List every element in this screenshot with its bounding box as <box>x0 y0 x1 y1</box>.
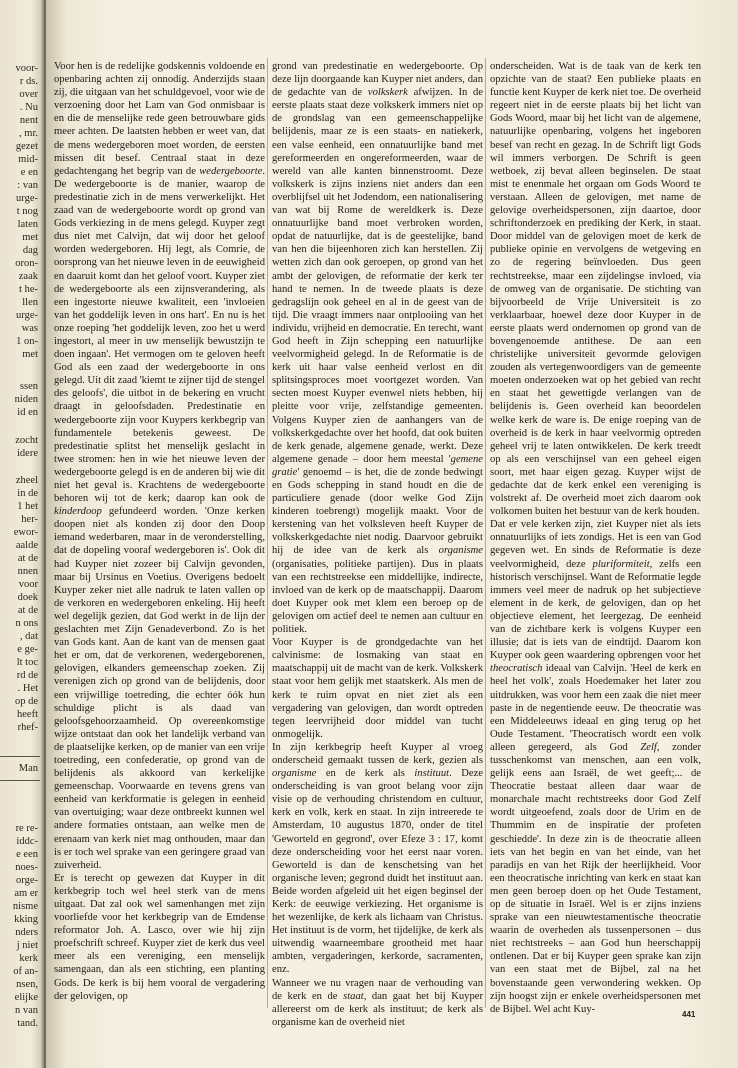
prev-page-line: n ons <box>15 618 38 629</box>
prev-page-line: e ge- <box>17 644 38 655</box>
prev-page-line: , dat <box>19 631 38 642</box>
prev-page-line: aalde <box>15 540 38 551</box>
column-divider <box>267 58 268 1008</box>
prev-page-line: met <box>22 232 38 243</box>
prev-page-line: zaak <box>18 271 38 282</box>
prev-page-line: at de <box>17 553 38 564</box>
prev-page-line: laten <box>17 219 38 230</box>
text-column-2 <box>272 60 483 1029</box>
prev-page-line: rhef- <box>17 722 38 733</box>
prev-page-line: nsen, <box>16 979 38 990</box>
prev-page-line: oron- <box>15 258 38 269</box>
prev-page-line: am er <box>14 888 38 899</box>
prev-page-line: noes- <box>15 862 38 873</box>
prev-page-line: urge- <box>16 310 38 321</box>
prev-page-line: elijke <box>14 992 38 1003</box>
prev-page-line: was <box>21 323 38 334</box>
prev-page-line: idere <box>17 448 38 459</box>
column-divider <box>485 58 486 1008</box>
prev-page-line: met <box>22 349 38 360</box>
prev-page-line: orge- <box>16 875 38 886</box>
prev-page-line: kking <box>14 914 38 925</box>
paragraph: In zijn kerkbegrip heeft Kuyper al vroeg onderscheid gemaakt tussen de kerk, gezien als organisme en de kerk als instituut. Deze onderscheiding is van groot belang voor zijn visie op de verhouding christendom en cultuur, kerk en volk, kerk en staat. In zijn intreerede te Amsterdam, 10 augustus 1870, onder de titel 'Geworteld en gegrond', over Efeze 3 : 17, komt deze onderscheiding voor het eerst naar voren. Geworteld is dan de kenschetsing van het organische leven; gegrond duidt het instituut aan. Beide worden afgeleid uit het eigen beginsel der Kerk: de eeuwige verkiezing. Het organisme is het wezenlijke, de kerk als lichaam van Christus. Het instituut is de vorm, het tijdelijke, de kerk als uitwendig waarneembare grootheid met haar ambten, vergaderingen, kerkorde, sacramenten, enz. <box>272 741 483 976</box>
prev-page-line: nders <box>15 927 38 938</box>
prev-page-line: voor- <box>15 63 38 74</box>
prev-page-line: zocht <box>15 435 38 446</box>
prev-page-line: zheel <box>15 475 38 486</box>
prev-page-line: . Nu <box>19 102 38 113</box>
paragraph: onderscheiden. Wat is de taak van de kerk ten opzichte van de staat? Een publieke plaats en functie kent Kuyper de kerk niet toe. De overheid regeert niet in de eerste plaats bij het licht van Gods Woord, maar bij het licht van de algemene, natuurlijke openbaring, volgens het ingeboren besef van recht en gezag. In de Schrift ligt Gods wil immers verborgen. De Schrift is geen wetboek, zij bevat alleen beginselen. De staat mist te enenmale het orgaan om Gods Woord te verstaan. Alleen de gelovigen, met name de gelovige overheidspersonen, zijn daartoe, door schriftonderzoek en prediking der Kerk, in staat. Door middel van de gelovigen moet de kerk de publieke opinie en vervolgens de wetgeving en zo de regering beïnvloeden. Dus geen rechtstreekse, maar een zijdelingse invloed, via de omweg van de organisatie. De stichting van bijvoorbeeld de Vrije Universiteit is zo verklaarbaar, hoewel deze door Kuyper in de eerste plaats werd ondernomen op grond van de bovengenoemde antithese. De aan een christelijke universiteit gevormde gelovigen zouden als vertegenwoordigers van de gemeente moeten onderzoeken wat op het gebied van recht en staat het gewettigde verlangen van de belijdenis is. Geen overheid kan beoordelen welke kerk de ware is. De enige roeping van de overheid is de kerk in haar veelvormig optreden geheel vrij te laten ontwikkelen. De kerk treedt op als een verschijnsel van een geheel eigen soort, met haar eigen gezag. Kuyper wijst de gedachte dat de kerk enkel een vereniging is volstrekt af. De overheid moet zich daarom ook volkomen buiten het bestuur van de kerk houden. <box>490 61 701 518</box>
prev-page-signature: Man <box>18 763 38 774</box>
prev-page-rule <box>0 756 40 757</box>
document-page <box>46 0 738 1068</box>
paragraph: Voor hen is de redelijke godskennis voldoende en openbaring achten zij onnodig. Anderzijds staan zij, die uitgaan van het schuldgevoel, voor wie de verzoening door het Lam van God onmisbaar is en die de menselijke rede geen betrouwbare gids meer achten. De laatsten hebben er weet van, dat de mens wedergeboren moet worden, de eersten missen dit besef. Centraal staat in deze gedachtengang het begrip van de wedergeboorte. De wedergeboorte is de manier, waarop de predestinatie zich in de mens verwerkelijkt. Het zaad van de wedergeboorte wordt op grond van Gods verkiezing in de mens gelegd. Kuyper zegt dus niet met Calvijn, dat wij door het geloof worden wedergeboren. Hij legt, als Comrie, de oorsprong van het nieuwe leven in de eeuwigheid en daaruit komt dan het geloof voort. Kuyper ziet de wedergeboorte als een zijnsverandering, als een ingestorte nieuwe kwaliteit, een 'invloeien van het goddelijk leven in ons hart'. En nu is het onze roeping 'het goddelijk leven, zoo het u werd ingestort, al meer in uw menselijk bewustzijn te doen ingaan'. Het vermogen om te geloven heeft God als een zaad der wedergeboorte in ons gelegd. Uit dit zaad 'kiemt te zijner tijd de stengel des geloofs', die uitbot in de bekering en vrucht draagt in geloofsdaden. Predestinatie en wedergeboorte zijn voor Kuypers kerkbegrip van fundamentele betekenis geweest. De predestinatie splitst het menselijk geslacht in twee stromen: hen in wie het nieuwe leven der wedergeboorte gelegd is en de anderen bij wie dit niet het geval is. Krachtens de wedergeboorte behoren wij tot de kerk; daarop kan ook de kinderdoop gefundeerd worden. 'Onze kerken doopen niet als konden zij door den Doop iemand wederbaren, maar in de veronderstelling, dat de dopeling vooraf wedergeboren is'. Ook dit had Kuyper niet zozeer bij Calvijn gevonden, maar bij Ursinus en Voetius. Overigens bedoelt Kuyper zeker niet alle nadruk te laten vallen op de verkoren en wedergeboren enkeling. Hij heeft wel degelijk gezien, dat God werkt in de lijn der geslachten met Zijn Genadeverbond. Zo is het van Gods kant. Aan de kant van de mensen gaat het er om, dat de verkorenen, wedergeborenen, gelovigen, elkanders gemeenschap zoeken. Zij verenigen zich op grond van de belijdenis, door een vrijwillige toetreding, die echter óók hun schuldige plicht is als daad van geloofsgehoorzaamheid. Op overeenkomstige wijze ontstaat dan ook het landelijk verband van de plaatselijke kerken, op de manier van een vrije toetreding, een confederatie, op grond van de belijdenis als akkoord van kerkelijke gemeenschap. Voorwaarde en tevens grens van eenheid van kerkformatie is gelegen in eenheid van overtuiging; waar deze ontbreekt kunnen wel andere formaties ontstaan, aan welke men de erenaam van kerk niet mag onthouden, maar dan is er toch wel sprake van een geringere graad van zuiverheid. <box>54 61 265 871</box>
prev-page-line: over <box>19 89 38 100</box>
prev-page-line: 1 het <box>17 501 38 512</box>
prev-page-line: lt toc <box>16 657 38 668</box>
prev-page-line: e een <box>16 849 38 860</box>
prev-page-line: voor <box>18 579 38 590</box>
prev-page-line: in de <box>17 488 38 499</box>
prev-page-line: re re- <box>15 823 38 834</box>
prev-page-line: t nog <box>16 206 38 217</box>
prev-page-line: id en <box>17 407 38 418</box>
prev-page-line: 1 on- <box>16 336 38 347</box>
prev-page-line: gezet <box>15 141 38 152</box>
prev-page-line: dag <box>22 245 38 256</box>
prev-page-line: rd de <box>16 670 38 681</box>
prev-page-line: kerk <box>19 953 38 964</box>
prev-page-line: j niet <box>16 940 38 951</box>
prev-page-line: r ds. <box>19 76 38 87</box>
prev-page-line: ssen <box>19 381 38 392</box>
prev-page-line: nnen <box>17 566 38 577</box>
prev-page-line: llen <box>22 297 38 308</box>
text-column-1 <box>54 60 265 1003</box>
prev-page-line: of an- <box>13 966 38 977</box>
paragraph: Wanneer we nu vragen naar de verhouding van de kerk en de staat, dan gaat het bij Kuyper allereerst om de kerk als instituut; de kerk als organisme kan de overheid niet <box>272 977 483 1028</box>
page-number: 441 <box>682 1010 696 1019</box>
previous-page-edge <box>0 0 44 1068</box>
prev-page-line: mid- <box>18 154 38 165</box>
prev-page-line: doek <box>17 592 38 603</box>
prev-page-line: : van <box>17 180 38 191</box>
text-column-3 <box>490 60 701 1016</box>
prev-page-line: nent <box>19 115 38 126</box>
prev-page-line: t he- <box>19 284 38 295</box>
prev-page-rule <box>0 780 40 781</box>
paragraph: grond van predestinatie en wedergeboorte. Op deze lijn doorgaande kan Kuyper niet anders, dan de gedachte van de volkskerk afwijzen. In de eerste plaats staat deze volkskerk immers niet op de grondslag van een gemeenschappelijke belijdenis, maar ze is een staats- en natiekerk, een valse eenheid, een onnatuurlijke band met gereformeerden en ongereformeerden, waar de wereld van alle kanten binnenstroomt. Deze volkskerk is zijns inziens niet anders dan een overblijfsel uit het Jodendom, een nationalisering van wat bij Rome de wereldkerk is. Deze onnatuurlijke band moet verbroken worden, opdat de natuurlijke, dat is de geestelijke, band van hen die bijeenhoren zich kan herstellen. Zij wetten zich dan ook geroepen, op grond van het ambt der gelovigen, de reformatie der kerk ter hand te nemen. In de tweede plaats is deze gedragslijn ook geheel en al in de geest van de tijd. Die vraagt immers naar ontplooiing van het individu, vrijheid en democratie. En terecht, want God heeft in Zijn schepping een natuurlijke veelvormigheid gelegd. In de Reformatie is de kerk uit haar valse eenheid verlost en dit splitsingsproces moet voortgezet worden. Van secten moest Kuyper evenwel niets hebben, hij pleitte voor vrije, zelfstandige gemeenten. Volgens Kuyper zien de aanhangers van de volkskerkgedachte over het hoofd, dat ook buiten de kerk genade, algemene genade, werkt. Deze algemene genade – door hem meestal 'gemene gratie' genoemd – is het, die de zonde bedwingt en Gods schepping in stand houdt en die de particuliere genade (door welke God Zijn kinderen toebrengt) mogelijk maakt. Voor de kerstening van het volksleven heeft Kuyper de volkskerkgedachte niet nodig. Daarvoor gebruikt hij de idee van de kerk als organisme (organisaties, politieke partijen). Dus in plaats van een rechtstreekse een middellijke, indirecte, invloed van de kerk op de maatschappij. Daarom doet Kuyper ook met klem een beroep op de gelovigen om actief deel te nemen aan cultuur en politiek. <box>272 61 484 636</box>
prev-page-line: , mr. <box>19 128 38 139</box>
prev-page-line: heeft <box>17 709 38 720</box>
prev-page-line: tand. <box>17 1018 38 1029</box>
paragraph: Dat er vele kerken zijn, ziet Kuyper niet als iets onnatuurlijks of iets zondigs. Het is een van God gegeven wet. En sinds de Reformatie is deze veelvormigheid, deze pluriformiteit, zelfs een historisch verschijnsel. Want de Reformatie legde immers veel meer de nadruk op het subjectieve element in de kerk, de gelovigen, dan op het objectieve element, het leergezag. De eenheid van de zichtbare kerk is volgens Kuyper een illusie; dat is iets van de eindtijd. Daarom kon Kuyper ook geen waardering opbrengen voor het theocratisch ideaal van Calvijn. 'Heel de kerk en heel het volk', zoals Hoedemaker het later zou uitdrukken, was voor hem een zaak die niet meer paste in de negentiende eeuw. De theocratie was een Middeleeuws ideaal en ging terug op het Oude Testament. 'Theocratisch wordt een volk alleen geregeerd, als God Zelf, zonder tusschenkomst van menschen, aan een volk, gelijk eens aan Israël, de wet geeft;... de Theocratie bestaat alleen daar waar de monarchale macht rechtstreeks door God Zelf wordt uitgeoefend, zoals door de Urim en de Thummim en de inspiratie der profeten geschiedde'. In deze zin is de theocratie alleen iets van het begin en van het einde, van het paradijs en van het Rijk der heerlijkheid. Voor een theocratische inrichting van kerk en staat kan men geen beroep doen op het Oude Testament, op de situatie in Israël. Wel is er zijns inziens sprake van een nieuwtestamentische theocratie waarin de overheden als tussenpersonen – dus niet rechtstreeks – aan God hun heerschappij ontlenen. Dat er bij Kuyper geen sprake kan zijn van een staat met de Bijbel, zal na het bovenstaande geen verwondering wekken. Op zijn hoogst zijn er enkele overheidspersonen met de Bijbel. Wel acht Kuy- <box>490 519 701 1015</box>
prev-page-line: n van <box>14 1005 38 1016</box>
prev-page-line: nisme <box>12 901 38 912</box>
paragraph: Er is terecht op gewezen dat Kuyper in dit kerkbegrip toch wel heel sterk van de mens uitgaat. Dat zal ook wel samenhangen met zijn voorliefde voor het kerkbegrip van de Emdense reformator Joh. A. Lasco, over wie hij zijn proefschrift schreef. Kuyper ziet de kerk dus veel meer als een vereniging, een menselijk samengaan, dan als een stichting, een planting Gods. De kerk is bij hem vooral de vergadering der gelovigen, op <box>54 872 265 1002</box>
prev-page-line: e en <box>20 167 38 178</box>
prev-page-line: ewor- <box>13 527 38 538</box>
prev-page-line: niden <box>14 394 38 405</box>
prev-page-line: urge- <box>16 193 38 204</box>
prev-page-line: her- <box>21 514 38 525</box>
prev-page-line: . Het <box>17 683 38 694</box>
prev-page-line: op de <box>14 696 38 707</box>
paragraph: Voor Kuyper is de grondgedachte van het calvinisme: de losmaking van staat en maatschappij uit de macht van de kerk. Volkskerk staat voor hem gelijk met staatskerk. Als men de kerk te ruim opvat en niet ziet als een vergadering van gelovigen, dan wordt optreden tegen leervrijheid door middel van tucht onmogelijk. <box>272 637 483 740</box>
prev-page-line: at de <box>17 605 38 616</box>
prev-page-line: iddc- <box>16 836 38 847</box>
